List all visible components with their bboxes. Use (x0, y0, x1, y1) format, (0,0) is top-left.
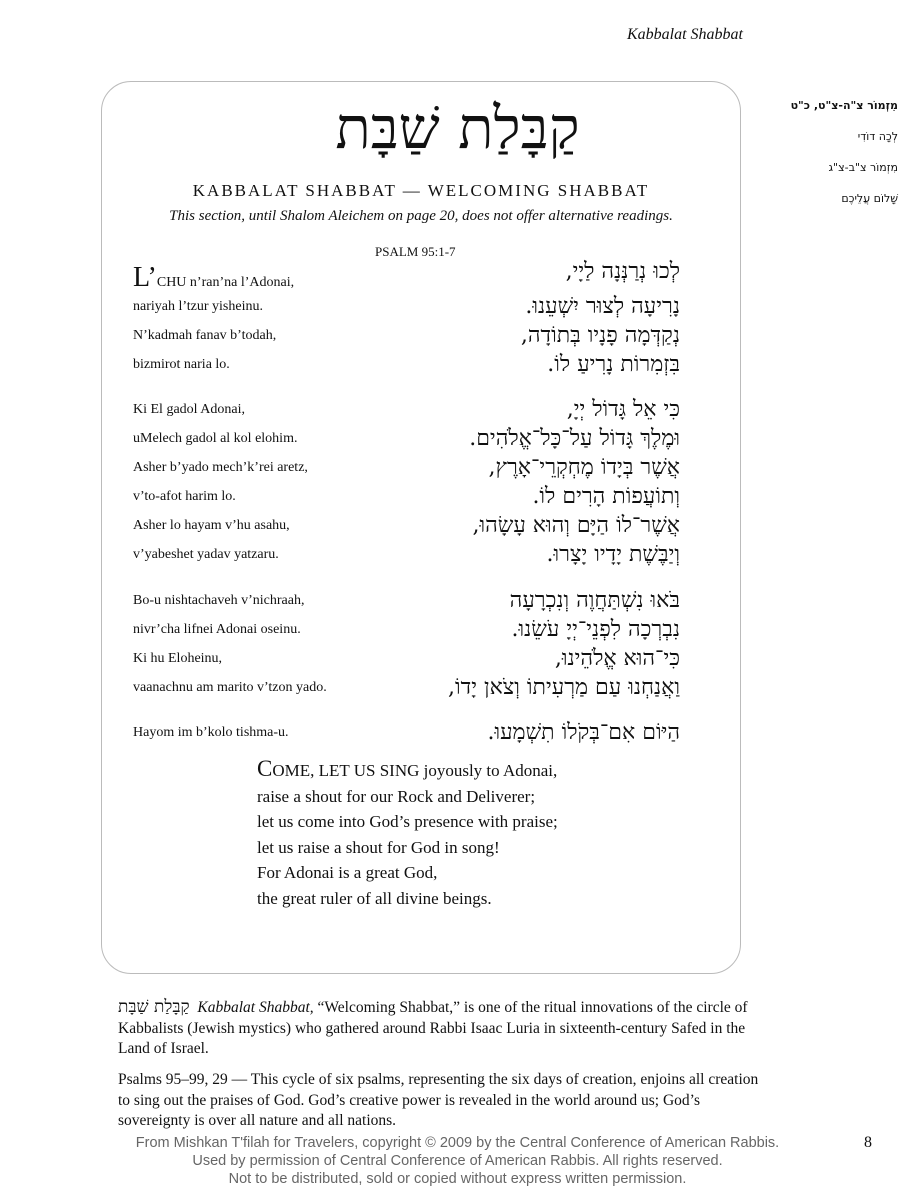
hebrew-line: נִבְרְכָה לִפְנֵי־יְיָ עֹשֵׂנוּ. (511, 617, 680, 642)
english-line: let us come into God’s presence with praise; (257, 812, 558, 831)
transliteration-line: Ki El gadol Adonai, (133, 402, 245, 417)
section-note: This section, until Shalom Aleichem on page 20, does not offer alternative readings. (169, 208, 673, 224)
hebrew-term: קַבָּלַת שַׁבָּת (118, 997, 190, 1017)
english-line: For Adonai is a great God, (257, 863, 438, 882)
transliteration-line: Asher lo hayam v’hu asahu, (133, 518, 290, 533)
commentary-note (118, 997, 760, 1060)
side-nav-item: שָׁלוֹם עֲלֵיכֶם (841, 192, 898, 205)
transliteration-line: Ki hu Eloheinu, (133, 651, 223, 666)
transliteration-line: bizmirot naria lo. (133, 357, 230, 372)
transliteration-text: n’ran’na l’Adonai, (186, 275, 295, 290)
hebrew-line: כִּי־הוּא אֱלֹהֵינוּ, (554, 646, 680, 671)
side-nav-item: מִזְמוֹר צ"ה-צ"ט, כ"ט (790, 99, 898, 112)
transliteration-line: nivr’cha lifnei Adonai oseinu. (133, 622, 301, 637)
title-hebrew: קַבָּלַת שַׁבָּת (335, 94, 580, 162)
hebrew-line: וְתוֹעֲפוֹת הָרִים לוֹ. (532, 484, 680, 509)
psalm-reference: PSALM 95:1-7 (375, 244, 456, 259)
english-line: the great ruler of all divine beings. (257, 888, 492, 908)
side-nav-item: לְכָה דוֹדִי (857, 130, 898, 143)
english-line (257, 756, 558, 784)
transliteration-line: N’kadmah fanav b’todah, (133, 328, 277, 343)
hebrew-line: בִּזְמִרוֹת נָרִיעַ לוֹ. (547, 352, 680, 377)
hebrew-line: נָרִיעָה לְצוּר יִשְׁעֵנוּ. (525, 294, 680, 319)
footer-line: From Mishkan T'filah for Travelers, copyright © 2009 by the Central Conference of American Rabbis. (135, 1135, 780, 1151)
small-caps: CHU (156, 275, 187, 290)
copyright-footer (0, 1134, 915, 1188)
note-text: “Welcoming Shabbat,” is one of the ritual innovations of the circle of Kabbalists (Jewish mystics) who gathered around Rabbi Isaac Luria in sixteenth-century Safed in the Land of Israel. (118, 999, 748, 1057)
side-nav-item: מִזְמוֹר צ"ב-צ"ג (828, 161, 898, 174)
drop-cap: C (257, 756, 273, 781)
title-english: KABBALAT SHABBAT — WELCOMING SHABBAT (192, 181, 650, 200)
transliteration-line (133, 262, 294, 294)
transliteration-line: vaanachnu am marito v’tzon yado. (133, 680, 327, 695)
english-text: joyously to Adonai, (419, 761, 558, 780)
footer-line: Used by permission of Central Conference of American Rabbis. All rights reserved. (192, 1153, 723, 1169)
hebrew-line: לְכוּ נְרַנְּנָה לַיָי, (565, 259, 680, 284)
hebrew-line: אֲשֶׁר־לוֹ הַיָּם וְהוּא עָשָׂהוּ, (472, 513, 680, 538)
english-translation (257, 756, 558, 911)
footer-line: Not to be distributed, sold or copied without express written permission. (228, 1171, 687, 1187)
english-line: let us raise a shout for God in song! (257, 837, 500, 857)
hebrew-line: הַיּוֹם אִם־בְּקֹלוֹ תִשְׁמָעוּ. (487, 720, 680, 745)
hebrew-line: אֲשֶׁר בְּיָדוֹ מֶחְקְרֵי־אָרֶץ, (488, 455, 680, 480)
hebrew-line: בֹּאוּ נִשְׁתַּחֲוֶה וְנִכְרָעָה (509, 588, 680, 613)
hebrew-line: וּמֶלֶךְ גָּדוֹל עַל־כָּל־אֱלֹהִים. (469, 426, 680, 451)
commentary-note: Psalms 95–99, 29 — This cycle of six psalms, representing the six days of creation, enjoins all creation to sing out the praises of God. God’s creative power is revealed in the world around us; God’s sovereignty is over all nature and all nations. (118, 1071, 759, 1129)
hebrew-line: וְיַבֶּשֶׁת יָדָיו יָצָרוּ. (546, 542, 680, 567)
transliteration-line: v’to-afot harim lo. (133, 489, 236, 504)
transliteration-line: nariyah l’tzur yisheinu. (133, 299, 263, 314)
running-head: Kabbalat Shabbat (626, 26, 743, 43)
transliteration-line: uMelech gadol al kol elohim. (133, 431, 298, 446)
transliteration-line: Hayom im b’kolo tishma-u. (133, 725, 289, 740)
hebrew-line: נְקַדְּמָה פָנָיו בְּתוֹדָה, (520, 323, 680, 348)
small-caps: OME, LET US SING (272, 761, 420, 780)
page-number: 8 (864, 1134, 872, 1151)
transliteration-line: v’yabeshet yadav yatzaru. (133, 547, 279, 562)
italic-term: Kabbalat Shabbat, (197, 999, 314, 1016)
english-line: raise a shout for our Rock and Deliverer; (257, 786, 536, 806)
hebrew-line: כִּי אֵל גָּדוֹל יְיָ, (566, 397, 680, 422)
drop-cap: L’ (133, 262, 157, 293)
transliteration-line: Bo-u nishtachaveh v’nichraah, (133, 593, 305, 608)
transliteration-line: Asher b’yado mech’k’rei aretz, (133, 460, 308, 475)
hebrew-line: וַאֲנַחְנוּ עַם מַרְעִיתוֹ וְצֹאן יָדוֹ, (448, 675, 680, 700)
